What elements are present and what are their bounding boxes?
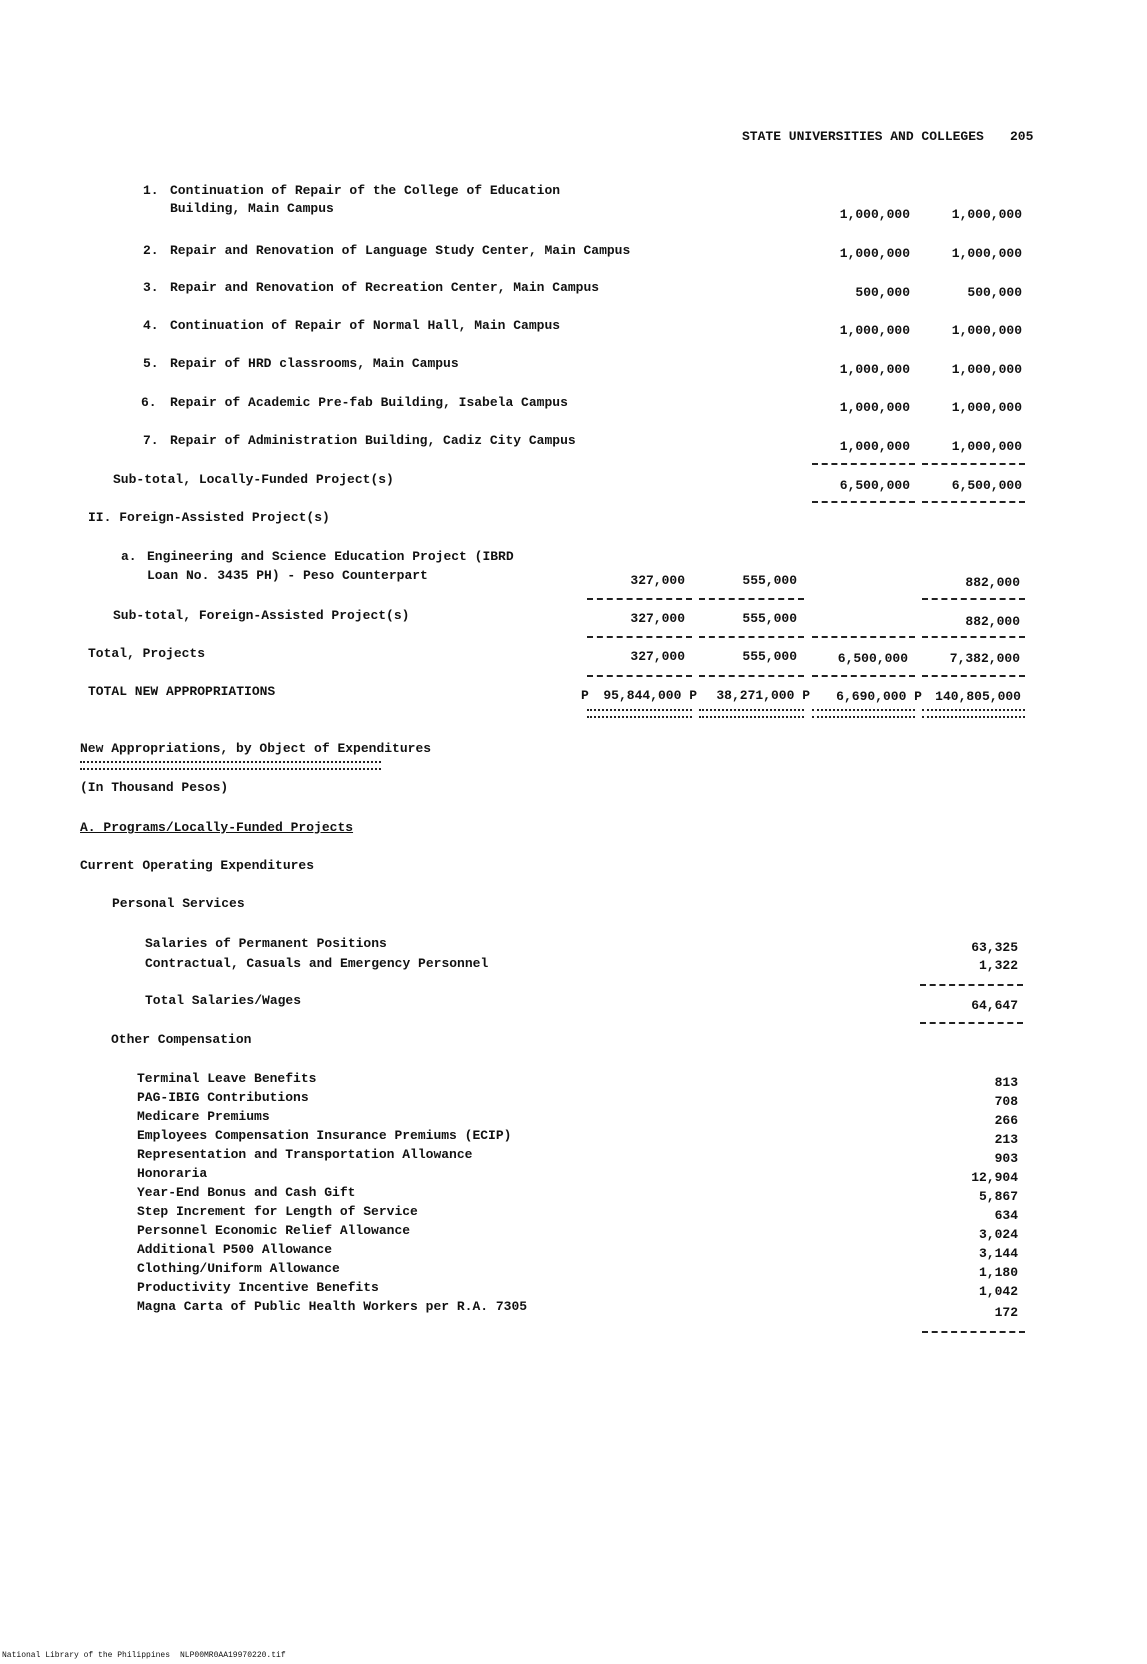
project-number: 3. <box>143 280 159 295</box>
rule-dashed <box>920 1022 1023 1024</box>
rule-dashed <box>699 636 804 638</box>
project-col3-amount: 1,000,000 <box>839 246 910 261</box>
project-name: Continuation of Repair of the College of Education <box>170 183 561 198</box>
rule-dashed <box>920 984 1023 986</box>
rule-dashed <box>922 675 1025 677</box>
compensation-item-label: Representation and Transportation Allowance <box>137 1147 473 1162</box>
compensation-item-value: 1,042 <box>978 1284 1018 1299</box>
project-name: Repair of HRD classrooms, Main Campus <box>170 356 459 371</box>
rule-double <box>587 709 692 718</box>
project-col3-amount: 1,000,000 <box>839 323 910 338</box>
compensation-item-label: Clothing/Uniform Allowance <box>137 1261 340 1276</box>
object-section-title: New Appropriations, by Object of Expenditures <box>80 741 432 756</box>
project-total-amount: 1,000,000 <box>951 362 1022 377</box>
project-name-cont: Loan No. 3435 PH) - Peso Counterpart <box>147 568 428 583</box>
subtotal-foreign-col1: 327,000 <box>630 611 685 626</box>
rule-dashed <box>812 501 915 503</box>
project-total-amount: 1,000,000 <box>951 246 1022 261</box>
rule-dashed <box>699 675 804 677</box>
other-compensation-heading: Other Compensation <box>111 1032 252 1047</box>
project-col3-amount: 1,000,000 <box>839 400 910 415</box>
subtotal-local-total: 6,500,000 <box>951 478 1022 493</box>
project-name: Repair and Renovation of Language Study Center, Main Campus <box>170 243 631 258</box>
compensation-item-value: 634 <box>994 1208 1018 1223</box>
compensation-item-label: Additional P500 Allowance <box>137 1242 333 1257</box>
project-total-amount: 882,000 <box>965 575 1020 590</box>
project-name-cont: Building, Main Campus <box>170 201 334 216</box>
compensation-item-value: 708 <box>994 1094 1018 1109</box>
total-projects-col2: 555,000 <box>742 649 797 664</box>
total-new-label: TOTAL NEW APPROPRIATIONS <box>88 684 276 699</box>
foreign-projects-heading: II. Foreign-Assisted Project(s) <box>88 510 330 525</box>
rule-dashed <box>922 463 1025 465</box>
total-new-col1: 95,844,000 P <box>603 688 697 703</box>
programs-heading: A. Programs/Locally-Funded Projects <box>80 820 354 835</box>
project-col1-amount: 327,000 <box>630 573 685 588</box>
compensation-item-value: 12,904 <box>971 1170 1018 1185</box>
compensation-item-value: 813 <box>994 1075 1018 1090</box>
project-number: a. <box>121 549 137 564</box>
personal-services-heading: Personal Services <box>112 896 245 911</box>
rule-dashed <box>587 675 692 677</box>
salary-item-label: Salaries of Permanent Positions <box>145 936 387 951</box>
compensation-item-value: 5,867 <box>978 1189 1018 1204</box>
project-col3-amount: 1,000,000 <box>839 439 910 454</box>
subtotal-local-label: Sub-total, Locally-Funded Project(s) <box>113 472 394 487</box>
peso-sign: P <box>581 688 589 703</box>
rule-dashed <box>587 636 692 638</box>
project-total-amount: 1,000,000 <box>951 323 1022 338</box>
total-projects-col1: 327,000 <box>630 649 685 664</box>
compensation-item-value: 266 <box>994 1113 1018 1128</box>
total-projects-total: 7,382,000 <box>949 651 1020 666</box>
salary-item-value: 63,325 <box>971 940 1018 955</box>
page-number: 205 <box>1010 129 1034 144</box>
project-total-amount: 500,000 <box>967 285 1022 300</box>
project-number: 7. <box>143 433 159 448</box>
compensation-item-label: Magna Carta of Public Health Workers per R.A. 7305 <box>137 1299 528 1314</box>
rule-double <box>922 709 1025 718</box>
footer-library-name: National Library of the Philippines <box>2 1651 171 1660</box>
project-number: 2. <box>143 243 159 258</box>
compensation-item-value: 213 <box>994 1132 1018 1147</box>
subtotal-foreign-label: Sub-total, Foreign-Assisted Project(s) <box>113 608 410 623</box>
project-total-amount: 1,000,000 <box>951 439 1022 454</box>
project-col2-amount: 555,000 <box>742 573 797 588</box>
subtotal-foreign-col2: 555,000 <box>742 611 797 626</box>
compensation-item-value: 903 <box>994 1151 1018 1166</box>
rule-dashed <box>812 636 915 638</box>
rule-dashed <box>587 598 692 600</box>
rule-dashed <box>922 598 1025 600</box>
total-projects-label: Total, Projects <box>88 646 206 661</box>
compensation-item-value: 3,024 <box>978 1227 1018 1242</box>
rule-double <box>812 709 915 718</box>
total-projects-col3: 6,500,000 <box>837 651 908 666</box>
rule-dashed <box>699 598 804 600</box>
compensation-item-label: Productivity Incentive Benefits <box>137 1280 379 1295</box>
compensation-item-label: Employees Compensation Insurance Premiums (ECIP) <box>137 1128 512 1143</box>
project-col3-amount: 500,000 <box>855 285 910 300</box>
project-col3-amount: 1,000,000 <box>839 362 910 377</box>
project-name: Repair and Renovation of Recreation Center, Main Campus <box>170 280 600 295</box>
project-name: Continuation of Repair of Normal Hall, Main Campus <box>170 318 561 333</box>
total-salaries-label: Total Salaries/Wages <box>145 993 302 1008</box>
compensation-item-label: Personnel Economic Relief Allowance <box>137 1223 411 1238</box>
subtotal-foreign-total: 882,000 <box>965 614 1020 629</box>
compensation-item-label: Medicare Premiums <box>137 1109 270 1124</box>
total-new-col3: 6,690,000 P <box>836 689 922 704</box>
project-number: 4. <box>143 318 159 333</box>
compensation-item-value: 172 <box>994 1305 1018 1320</box>
object-section-subtitle: (In Thousand Pesos) <box>80 780 229 795</box>
project-name: Repair of Academic Pre-fab Building, Isabela Campus <box>170 395 568 410</box>
compensation-item-value: 1,180 <box>978 1265 1018 1280</box>
compensation-item-label: Terminal Leave Benefits <box>137 1071 317 1086</box>
subtotal-local-col3: 6,500,000 <box>839 478 910 493</box>
project-name: Engineering and Science Education Project (IBRD <box>147 549 514 564</box>
total-new-col2: 38,271,000 P <box>716 688 810 703</box>
total-new-total: 140,805,000 <box>935 689 1021 704</box>
rule-dashed <box>922 1331 1025 1333</box>
compensation-item-value: 3,144 <box>978 1246 1018 1261</box>
compensation-item-label: Honoraria <box>137 1166 208 1181</box>
compensation-item-label: Step Increment for Length of Service <box>137 1204 418 1219</box>
compensation-item-label: PAG-IBIG Contributions <box>137 1090 309 1105</box>
project-number: 5. <box>143 356 159 371</box>
rule-dashed <box>812 675 915 677</box>
total-salaries-value: 64,647 <box>971 998 1018 1013</box>
page-header-title: STATE UNIVERSITIES AND COLLEGES <box>742 129 984 144</box>
rule-dashed <box>812 463 915 465</box>
project-number: 1. <box>143 183 159 198</box>
salary-item-value: 1,322 <box>978 958 1018 973</box>
salary-item-label: Contractual, Casuals and Emergency Personnel <box>145 956 489 971</box>
compensation-item-label: Year-End Bonus and Cash Gift <box>137 1185 356 1200</box>
rule-dashed <box>922 636 1025 638</box>
project-number: 6. <box>141 395 157 410</box>
project-total-amount: 1,000,000 <box>951 400 1022 415</box>
project-col3-amount: 1,000,000 <box>839 207 910 222</box>
rule-double <box>80 761 381 770</box>
project-name: Repair of Administration Building, Cadiz City Campus <box>170 433 576 448</box>
current-operating-heading: Current Operating Expenditures <box>80 858 315 873</box>
footer-file-name: NLP00MR0AA19970220.tif <box>180 1651 286 1660</box>
rule-dashed <box>922 501 1025 503</box>
project-total-amount: 1,000,000 <box>951 207 1022 222</box>
rule-double <box>699 709 804 718</box>
